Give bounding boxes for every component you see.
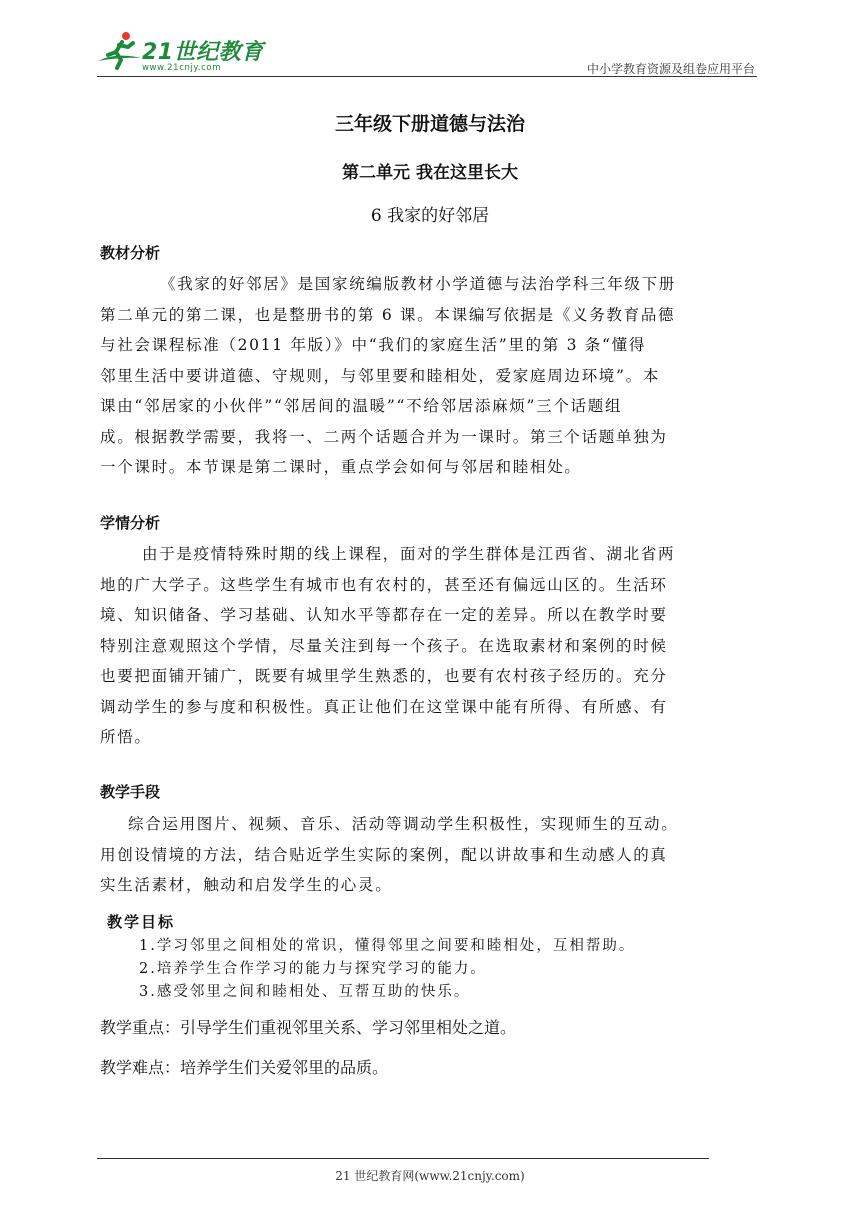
paragraph-line: 综合运用图片、视频、音乐、活动等调动学生积极性，实现师生的互动。 <box>128 815 679 833</box>
paragraph-line: 实生活素材，触动和启发学生的心灵。 <box>100 876 393 894</box>
paragraph-line: 地的广大学子。这些学生有城市也有农村的，甚至还有偏远山区的。生活环 <box>100 575 668 594</box>
unit-title: 第二单元 我在这里长大 <box>342 163 518 183</box>
goal-item: 3.感受邻里之间和睦相处、互帮互助的快乐。 <box>139 984 471 1000</box>
key-point: 教学重点：引导学生们重视邻里关系、学习邻里相处之道。 <box>100 1018 517 1037</box>
students-paragraph <box>100 539 760 753</box>
section-heading-students: 学情分析 <box>100 514 161 532</box>
document-title: 三年级下册道德与法治 <box>334 113 525 135</box>
difficulty-point: 教学难点：培养学生们关爱邻里的品质。 <box>100 1058 389 1077</box>
section-heading-analysis: 教材分析 <box>100 244 161 262</box>
analysis-paragraph <box>100 269 760 483</box>
means-paragraph <box>100 809 760 901</box>
paragraph-line: 邻里生活中要讲道德、守规则，与邻里要和睦相处，爱家庭周边环境”。本 <box>100 366 661 385</box>
lesson-title: 6 我家的好邻居 <box>370 206 490 226</box>
footer-link[interactable]: 21 世纪教育网(www.21cnjy.com) <box>335 1169 525 1183</box>
site-logo <box>95 28 265 78</box>
paragraph-line: 《我家的好邻居》是国家统编版教材小学道德与法治学科三年级下册 <box>160 275 677 293</box>
platform-label: 中小学教育资源及组卷应用平台 <box>586 62 755 76</box>
paragraph-line: 成。根据教学需要，我将一、二两个话题合并为一课时。第三个话题单独为 <box>100 427 668 446</box>
goal-item: 2.培养学生合作学习的能力与探究学习的能力。 <box>139 961 487 977</box>
paragraph-line: 一个课时。本节课是第二课时，重点学会如何与邻居和睦相处。 <box>100 458 582 476</box>
paragraph-line: 境、知识储备、学习基础、认知水平等都存在一定的差异。所以在教学时要 <box>100 606 668 624</box>
section-heading-means: 教学手段 <box>100 783 161 801</box>
paragraph-line: 特别注意观照这个学情，尽量关注到每一个孩子。在选取素材和案例的时候 <box>100 636 668 655</box>
paragraph-line: 调动学生的参与度和积极性。真正让他们在这堂课中能有所得、有所感、有 <box>100 697 668 716</box>
paragraph-line: 第二单元的第二课，也是整册书的第 6 课。本课编写依据是《义务教育品德 <box>100 305 676 324</box>
goal-item: 1.学习邻里之间相处的常识，懂得邻里之间要和睦相处，互相帮助。 <box>139 938 636 954</box>
paragraph-line: 课由“邻居家的小伙伴”“邻居间的温暖”“不给邻居添麻烦”三个话题组 <box>100 397 623 415</box>
paragraph-line: 也要把面铺开铺广，既要有城里学生熟悉的，也要有农村孩子经历的。充分 <box>100 667 668 685</box>
paragraph-line: 与社会课程标准（2011 年版）》中“我们的家庭生活”里的第 3 条“懂得 <box>100 336 647 354</box>
section-heading-goals: 教学目标 <box>107 913 176 931</box>
footer-divider <box>97 1158 709 1159</box>
paragraph-line: 所悟。 <box>100 728 152 746</box>
paragraph-line: 由于是疫情特殊时期的线上课程，面对的学生群体是江西省、湖北省两 <box>142 545 676 563</box>
paragraph-line: 用创设情境的方法，结合贴近学生实际的案例，配以讲故事和生动感人的真 <box>100 845 668 864</box>
header-divider <box>97 76 757 77</box>
logo-text: 21世纪教育 <box>142 40 264 65</box>
runner-logo-icon <box>95 28 145 78</box>
logo-url: www.21cnjy.com <box>142 63 222 73</box>
